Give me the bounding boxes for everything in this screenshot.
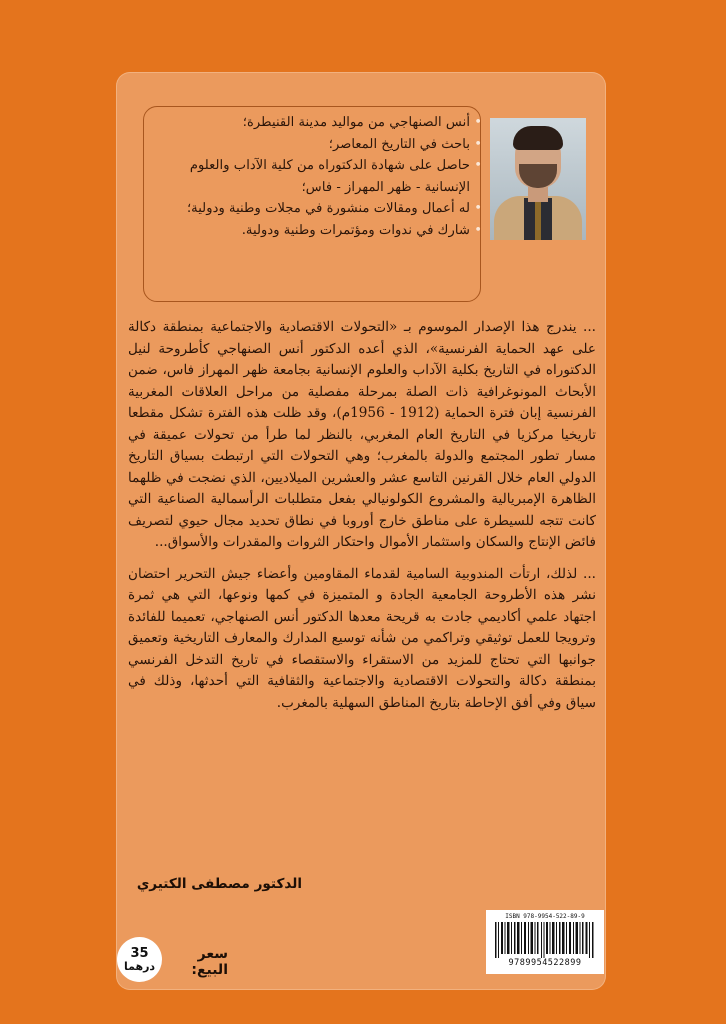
bio-item: • أنس الصنهاجي من مواليد مدينة القنيطرة؛ (150, 112, 470, 134)
isbn-barcode (486, 910, 604, 974)
bio-item: • شارك في ندوات ومؤتمرات وطنية ودولية. (150, 220, 470, 242)
bio-item: • حاصل على شهادة الدكتوراه من كلية الآداب والعلوم الإنسانية - ظهر المهراز - فاس؛ (150, 155, 470, 198)
price-label: سعر البيع: (191, 946, 228, 978)
blurb-text (128, 317, 596, 724)
author-bio-list (150, 112, 482, 241)
price-currency: درهما (123, 959, 156, 973)
blurb-paragraph: ... لذلك، ارتأت المندوبية السامية لقدماء المقاومين وأعضاء جيش التحرير احتضان نشر هذه الأطروحة الجامعية الجادة و المتميزة في كمها ونوعها، التي هي ثمرة اجتهاد علمي أكاديمي جادت به قريحة معدها الدكتور أنس الصنهاجي، تعميما للفائدة وترويجا للعمل توثيقي وتراكمي من شأنه توسيع المدارك والمعارف التاريخية وتعميق جوانبها التي تحتاج للمزيد من الاستقراء والاستقصاء في تاريخ التدخل الفرنسي بمنطقة دكالة والتحولات الاقتصادية والاجتماعية والثقافية التي أحدثها، وذلك في سياق وفي أفق الإحاطة بتاريخ المناطق السهلية بالمغرب. (128, 565, 596, 711)
isbn-number: 9789954522899 (508, 958, 582, 968)
price-amount: 35 (130, 945, 149, 961)
bio-item: • باحث في التاريخ المعاصر؛ (150, 134, 470, 156)
blurb-paragraph: ... يندرج هذا الإصدار الموسوم بـ «التحولات الاقتصادية والاجتماعية بمنطقة دكالة على عهد الحماية الفرنسية»، الذي أعده الدكتور أنس الصنهاجي كأطروحة لنيل الدكتوراه في التاريخ بكلية الآداب والعلوم الإنسانية بجامعة ظهر المهراز فاس، ضمن الأبحاث المونوغرافية ذات الصلة بمرحلة مفصلية من مراحل العلاقات المغربية الفرنسية إبان فترة الحماية (1912 - 1956م)، وقد ظلت هذه الفترة تشكل مقطعا تاريخيا مركزيا في التاريخ العام المغربي، بالنظر لما طرأ من تحولات عميقة في مسار تطور المجتمع والدولة بالمغرب؛ وهي التحولات التي ارتبطت بسياق التاريخ الدولي العام خلال القرنين التاسع عشر والعشرين الميلاديين، الذي نضجت في ظلهما الظاهرة الإمبريالية والمشروع الكولونيالي بفعل متطلبات الرأسمالية الصناعية التي كانت تتجه للسيطرة على مناطق خارج أوروبا في نطاق تحديد مجال حيوي لتصريف فائض الإنتاج والسكان واستثمار الأموال واحتكار الثروات والمقدرات والأسواق... (128, 319, 596, 550)
foreword-author: الدكتور مصطفى الكتيري (136, 876, 302, 892)
barcode-bars (493, 922, 597, 958)
bio-item: • له أعمال ومقالات منشورة في مجلات وطنية ودولية؛ (150, 198, 470, 220)
isbn-label: ISBN 978-9954-522-89-9 (505, 913, 585, 920)
author-photo (490, 118, 586, 240)
price-badge (117, 937, 162, 982)
